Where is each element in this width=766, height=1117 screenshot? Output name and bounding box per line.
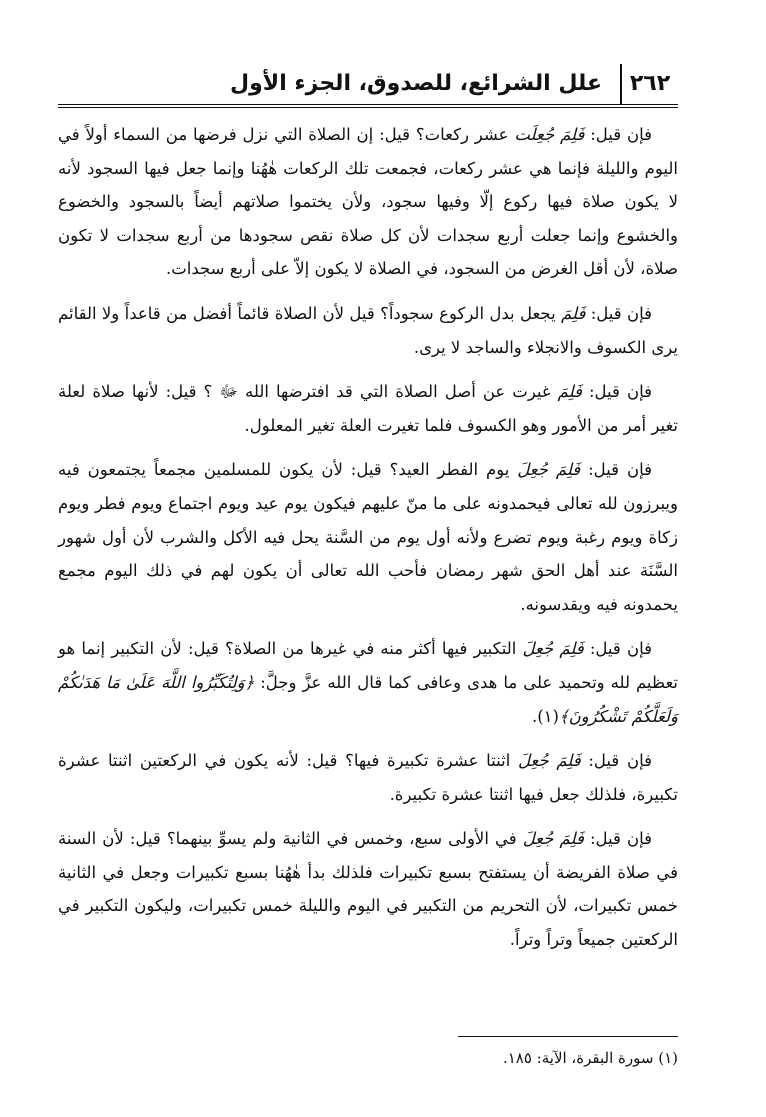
paragraph-question: فَلِمَ جُعِلَ [517, 460, 581, 480]
paragraph-lead: فإن قيل: [583, 639, 653, 659]
paragraph-text: اثنتا عشرة تكبيرة فيها؟ قيل: لأنه يكون في الركعتين اثنتا عشرة تكبيرة، فلذلك جعل فيها اثنتا عشرة تكبيرة. [58, 751, 678, 804]
quran-verse: ﴿وَلِتُكَبِّرُوا اللَّهَ عَلَىٰ مَا هَدَىٰكُمْ وَلَعَلَّكُمْ تَشْكُرُونَ﴾ [58, 672, 678, 726]
paragraph-question: فَلِمَ جُعِلَت [514, 125, 585, 144]
paragraph-7 [58, 822, 678, 956]
paragraph-tail: . [531, 706, 538, 726]
paragraph-text: يوم الفطر العيد؟ قيل: لأن يكون للمسلمين مجمعاً يجتمعون فيه ويبرزون لله تعالى فيحمدونه على ما منّ عليهم فيكون يوم عيد ويوم اجتماع ويوم فطر ويوم زكاة ويوم رغبة ويوم تضرع ولأنه أول يوم من السَّنة يحل فيه الأكل والشرب لأن أول شهور السَّنَة عند أهل الحق شهر رمضان فأحب الله تعالى أن يكون لهم في ذلك اليوم مجمع يحمدونه فيه ويقدسونه. [58, 460, 678, 614]
paragraph-2 [58, 297, 678, 364]
paragraph-question: فَلِمَ جُعِلَ [517, 751, 581, 771]
page-header [58, 64, 678, 108]
paragraph-1 [58, 118, 678, 286]
paragraph-question: فَلِمَ [561, 303, 586, 323]
paragraph-question: فَلِمَ جُعِلَ [522, 639, 584, 659]
paragraph-lead: فإن قيل: [585, 303, 652, 323]
paragraph-text: يجعل بدل الركوع سجوداً؟ قيل لأن الصلاة قائماً أفضل من قاعداً ولا القائم يرى الكسوف والانجلاء والساجد لا يرى. [58, 303, 678, 357]
body-text [58, 118, 678, 968]
footnote-divider [458, 1036, 678, 1037]
footnote: (١) سورة البقرة، الآية: ١٨٥. [502, 1049, 678, 1067]
page-number: ٢٦٢ [620, 64, 678, 104]
paragraph-lead: فإن قيل: [583, 829, 652, 849]
paragraph-5 [58, 632, 678, 733]
paragraph-lead: فإن قيل: [580, 751, 652, 771]
paragraph-text: في الأولى سبع، وخمس في الثانية ولم يسوِّ بينهما؟ قيل: لأن السنة في صلاة الفريضة أن يستفتح بسبع تكبيرات فلذلك بدأ هٰهُنا بسبع تكبيرات وجعل في الثانية خمس تكبيرات، لأن التحريم من التكبير في اليوم والليلة خمس تكبيرات، وليكون التكبير في الركعتين جميعاً وتراً وتراً. [58, 829, 678, 950]
running-title: علل الشرائع، للصدوق، الجزء الأول [230, 71, 602, 96]
paragraph-question: فَلِمَ جُعِلَ [522, 829, 584, 849]
footnote-reference: (١) [537, 706, 559, 726]
paragraph-6 [58, 744, 678, 811]
paragraph-text: التكبير فيها أكثر منه في غيرها من الصلاة؟ قيل: لأن التكبير إنما هو تعظيم لله وتحميد على ما هدى وعافى كما قال الله عزَّ وجلَّ: [58, 639, 679, 692]
paragraph-3 [58, 375, 678, 442]
paragraph-lead: فإن قيل: [580, 460, 652, 480]
paragraph-lead: فإن قيل: [584, 125, 652, 144]
paragraph-text: غيرت عن أصل الصلاة التي قد افترضها الله ﷻ ؟ قيل: لأنها صلاة لعلة تغير أمر من الأمور وهو الكسوف فلما تغيرت العلة تغير المعلول. [58, 382, 678, 435]
paragraph-lead: فإن قيل: [581, 382, 652, 402]
paragraph-4 [58, 453, 678, 621]
paragraph-question: فَلِمَ [557, 382, 582, 402]
paragraph-text: عشر ركعات؟ قيل: إن الصلاة التي نزل فرضها من السماء أولاً في اليوم والليلة فإنما هي عشر ركعات، فجمعت تلك الركعات هٰهُنا وإنما جعل فيها السجود لأنه لا يكون صلاة فيها ركوع إلّا وفيها سجود، ولأن يختموا صلاتهم أيضاً بالسجود والخضوع والخشوع وإنما جعلت أربع سجدات لأن كل صلاة نقص سجودها من أربع سجدات لا تكون صلاة، لأن أقل الغرض من السجود، في الصلاة لا يكون إلاّ على أربع سجدات. [58, 125, 678, 279]
